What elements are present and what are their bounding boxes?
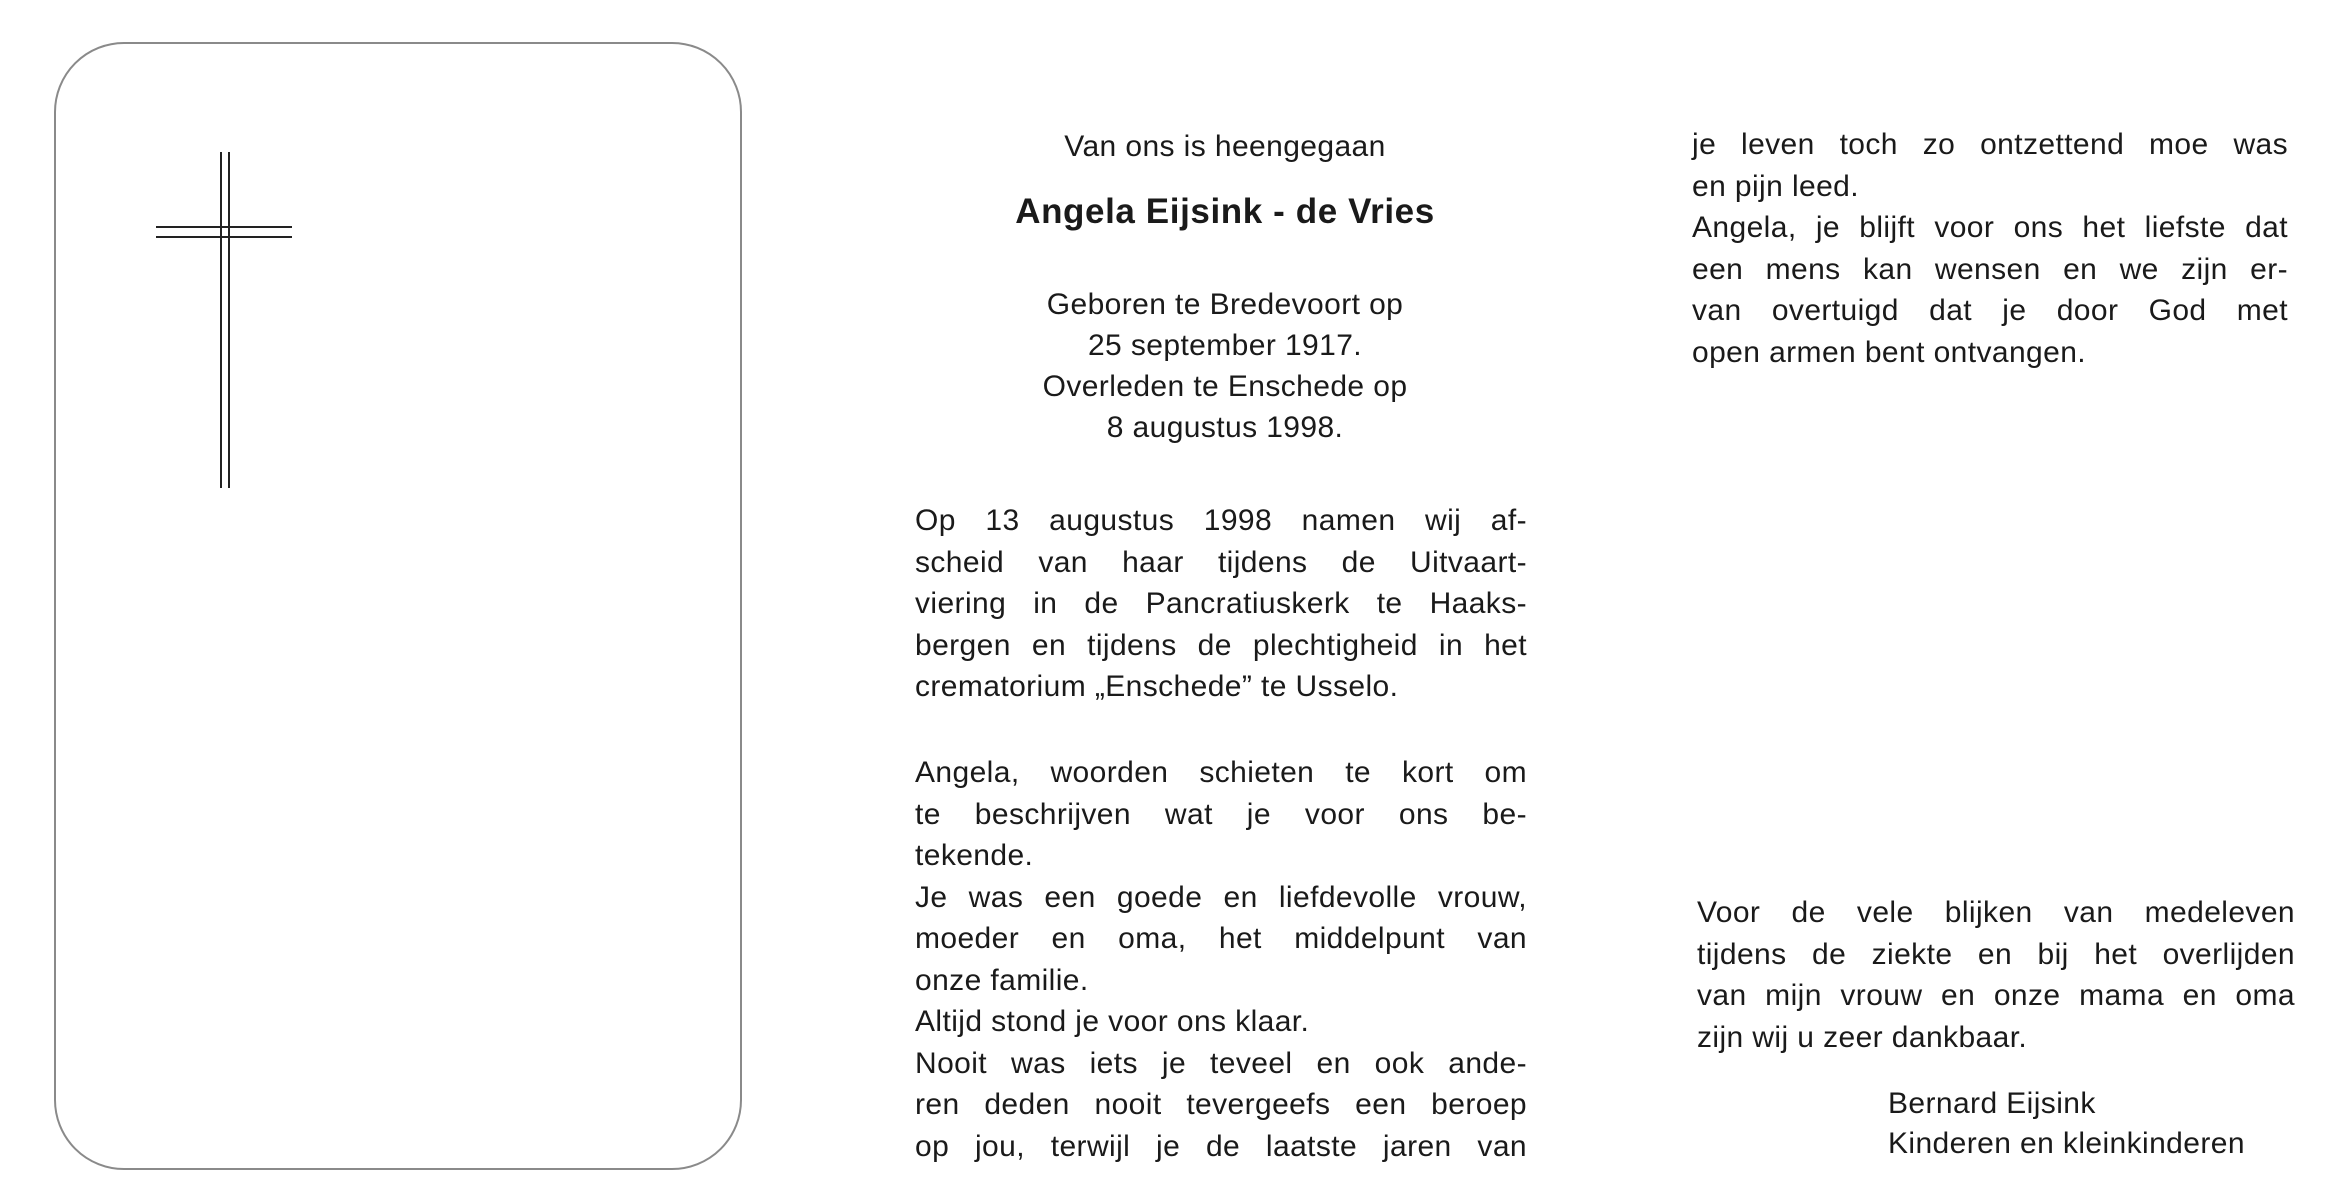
cross-icon: [156, 152, 292, 488]
text-line: zijn wij u zeer dankbaar.: [1697, 1020, 2028, 1054]
tribute-paragraph: [915, 752, 1527, 1167]
text-line: tijdens de ziekte en bij het overlijden: [1697, 937, 2295, 971]
text-line: Angela, woorden schieten te kort om: [915, 756, 1527, 789]
text-line: bergen en tijdens de plechtigheid in het: [915, 628, 1527, 662]
text-line: ren deden nooit tevergeefs een beroep: [915, 1088, 1527, 1121]
birth-date: 25 september 1917.: [1087, 329, 1363, 362]
text-line: Op 13 augustus 1998 namen wij af-: [915, 504, 1527, 537]
thanks-paragraph: [1697, 892, 2295, 1058]
signature-family: Kinderen en kleinkinderen: [1888, 1127, 2245, 1160]
death-date: 8 augustus 1998.: [1106, 411, 1344, 444]
text-line: van overtuigd dat je door God met: [1692, 294, 2288, 327]
intro-text: Van ons is heengegaan: [1064, 130, 1386, 163]
text-line: viering in de Pancratiuskerk te Haaks-: [915, 587, 1527, 620]
text-line: onze familie.: [915, 963, 1089, 997]
card-front-panel: [54, 42, 742, 1170]
text-line: op jou, terwijl je de laatste jaren van: [915, 1129, 1527, 1163]
deceased-name: Angela Eijsink - de Vries: [1015, 192, 1435, 231]
text-line: van mijn vrouw en onze mama en oma: [1697, 979, 2295, 1012]
text-line: Angela, je blijft voor ons het liefste dat: [1692, 211, 2288, 244]
text-line: Altijd stond je voor ons klaar.: [915, 1005, 1310, 1038]
birth-line: Geboren te Bredevoort op: [1046, 288, 1404, 321]
text-line: Voor de vele blijken van medeleven: [1697, 896, 2295, 929]
text-line: crematorium „Enschede” te Usselo.: [915, 670, 1399, 703]
text-line: Je was een goede en liefdevolle vrouw,: [915, 880, 1527, 914]
signature-name: Bernard Eijsink: [1888, 1087, 2096, 1120]
text-line: te beschrijven wat je voor ons be-: [915, 797, 1527, 831]
text-line: Nooit was iets je teveel en ook ande-: [915, 1046, 1527, 1080]
farewell-paragraph: [915, 500, 1527, 708]
death-line: Overleden te Enschede op: [1042, 370, 1408, 403]
text-line: een mens kan wensen en we zijn er-: [1692, 252, 2288, 286]
dates-block: [915, 284, 1535, 448]
text-line: moeder en oma, het middelpunt van: [915, 922, 1527, 955]
text-line: tekende.: [915, 839, 1034, 872]
tribute-continued-paragraph: [1692, 124, 2288, 373]
text-line: scheid van haar tijdens de Uitvaart-: [915, 545, 1527, 579]
signature-block: [1888, 1084, 2245, 1164]
text-line: en pijn leed.: [1692, 169, 1859, 203]
text-line: open armen bent ontvangen.: [1692, 335, 2087, 369]
text-line: je leven toch zo ontzettend moe was: [1692, 128, 2288, 161]
